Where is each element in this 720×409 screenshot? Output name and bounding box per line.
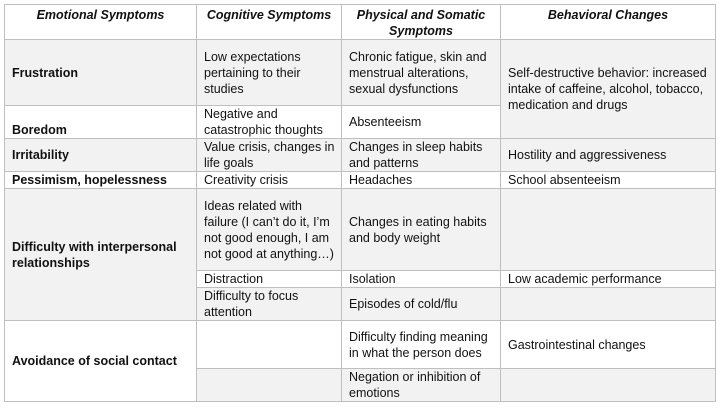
cognitive-cell: Ideas related with failure (I can’t do it, I’m not good enough, I am not good at anything…) (197, 189, 342, 271)
symptoms-table (4, 4, 716, 402)
physical-cell: Episodes of cold/flu (342, 288, 501, 321)
physical-cell: Headaches (342, 172, 501, 189)
table-row (5, 321, 716, 369)
physical-cell: Absenteeism (342, 106, 501, 139)
behavioral-cell (501, 189, 716, 271)
physical-cell: Chronic fatigue, skin and menstrual alterations, sexual dysfunctions (342, 40, 501, 106)
cognitive-cell: Negative and catastrophic thoughts (197, 106, 342, 139)
emotional-cell: Avoidance of social contact (5, 321, 197, 402)
behavioral-cell: Self-destructive behavior: increased intake of caffeine, alcohol, tobacco, medication and drugs (501, 40, 716, 139)
physical-cell: Negation or inhibition of emotions (342, 369, 501, 402)
physical-cell: Changes in eating habits and body weight (342, 189, 501, 271)
cognitive-cell (197, 369, 342, 402)
behavioral-cell (501, 369, 716, 402)
behavioral-cell: Gastrointestinal changes (501, 321, 716, 369)
emotional-cell: Frustration (5, 40, 197, 106)
table-row (5, 172, 716, 189)
emotional-cell: Pessimism, hopelessness (5, 172, 197, 189)
physical-cell: Changes in sleep habits and patterns (342, 139, 501, 172)
header-cognitive: Cognitive Symptoms (197, 5, 342, 40)
emotional-cell: Difficulty with interpersonal relationships (5, 189, 197, 321)
header-emotional: Emotional Symptoms (5, 5, 197, 40)
cognitive-cell: Distraction (197, 271, 342, 288)
header-behavioral: Behavioral Changes (501, 5, 716, 40)
header-physical: Physical and Somatic Symptoms (342, 5, 501, 40)
table-row (5, 139, 716, 172)
physical-cell: Difficulty finding meaning in what the person does (342, 321, 501, 369)
behavioral-cell: Low academic performance (501, 271, 716, 288)
behavioral-cell (501, 288, 716, 321)
cognitive-cell (197, 321, 342, 369)
behavioral-cell: School absenteeism (501, 172, 716, 189)
physical-cell: Isolation (342, 271, 501, 288)
emotional-cell: Irritability (5, 139, 197, 172)
cognitive-cell: Value crisis, changes in life goals (197, 139, 342, 172)
table-row (5, 40, 716, 106)
header-row (5, 5, 716, 40)
behavioral-cell: Hostility and aggressiveness (501, 139, 716, 172)
cognitive-cell: Low expectations pertaining to their studies (197, 40, 342, 106)
emotional-cell: Boredom (5, 106, 197, 139)
cognitive-cell: Creativity crisis (197, 172, 342, 189)
table-row (5, 189, 716, 271)
cognitive-cell: Difficulty to focus attention (197, 288, 342, 321)
